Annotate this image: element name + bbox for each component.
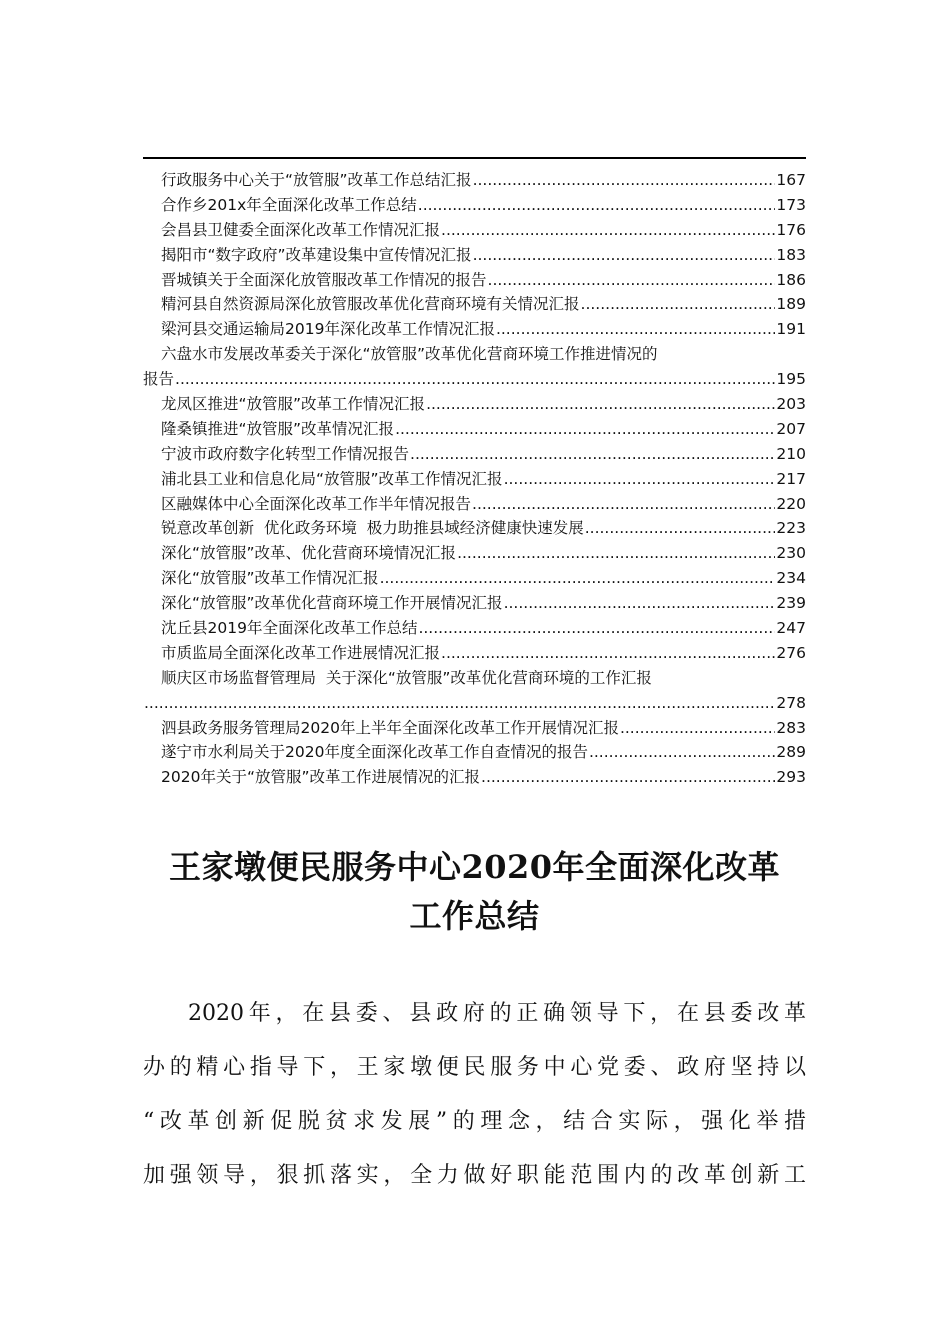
toc-entry-page: 173 (776, 195, 806, 214)
toc-entry-title: 区融媒体中心全面深化改革工作半年情况报告 (161, 494, 472, 513)
toc-entry-title-cont: 报告 (143, 370, 175, 389)
toc-entry-line2[interactable] (143, 691, 806, 716)
body-line: 2020年，在县委、县政府的正确领导下，在县委改革 (188, 1001, 806, 1026)
toc-leader (472, 492, 775, 517)
toc-entry-title: 遂宁市水利局关于2020年度全面深化改革工作自查情况的报告 (161, 743, 588, 762)
toc-entry-page: 191 (776, 320, 806, 339)
toc-entry-title: 合作乡201x年全面深化改革工作总结 (161, 195, 417, 214)
toc-entry-title: 锐意改革创新 优化政务环境 极力助推县域经济健康快速发展 (161, 519, 584, 538)
toc-entry-page: 278 (776, 693, 806, 712)
toc-entry[interactable] (143, 541, 806, 566)
toc-entry-page: 210 (776, 444, 806, 463)
toc-entry-line2[interactable] (143, 367, 806, 392)
body-line: 办的精心指导下，王家墩便民服务中心党委、政府坚持以 (143, 1055, 806, 1080)
toc-entry-page: 217 (776, 469, 806, 488)
document-title-line1: 王家墩便民服务中心2020年全面深化改革 (168, 848, 781, 886)
toc-entry[interactable] (143, 292, 806, 317)
toc-entry-page: 223 (776, 519, 806, 538)
toc-entry[interactable] (143, 392, 806, 417)
toc-entry[interactable] (143, 417, 806, 442)
toc-entry-line1[interactable] (143, 666, 806, 691)
toc-entry[interactable] (143, 516, 806, 541)
toc-leader (473, 243, 776, 268)
toc-leader (620, 716, 775, 741)
toc-entry[interactable] (143, 193, 806, 218)
toc-leader (581, 292, 776, 317)
toc-leader (175, 367, 775, 392)
toc-leader (441, 218, 775, 243)
toc-entry-page: 230 (776, 544, 806, 563)
toc-entry-page: 186 (776, 270, 806, 289)
toc-entry-title: 深化“放管服”改革、优化营商环境情况汇报 (161, 544, 457, 563)
table-of-contents (143, 168, 806, 790)
toc-entry[interactable] (143, 168, 806, 193)
toc-entry-page: 247 (776, 619, 806, 638)
toc-entry[interactable] (143, 740, 806, 765)
toc-leader (589, 740, 775, 765)
toc-leader (473, 168, 776, 193)
toc-entry-title: 浦北县工业和信息化局“放管服”改革工作情况汇报 (161, 469, 503, 488)
body-line: “改革创新促脱贫求发展”的理念，结合实际，强化举措 (143, 1109, 806, 1134)
toc-leader (418, 193, 776, 218)
toc-entry-page: 289 (776, 743, 806, 762)
toc-leader (504, 467, 776, 492)
toc-entry-page: 207 (776, 419, 806, 438)
toc-entry-page: 234 (776, 569, 806, 588)
toc-entry-title: 会昌县卫健委全面深化改革工作情况汇报 (161, 220, 441, 239)
toc-entry[interactable] (143, 566, 806, 591)
toc-entry[interactable] (143, 716, 806, 741)
toc-entry-title: 隆桑镇推进“放管服”改革情况汇报 (161, 419, 395, 438)
toc-leader (504, 591, 776, 616)
toc-entry[interactable] (143, 218, 806, 243)
toc-leader (457, 541, 775, 566)
toc-entry-title: 晋城镇关于全面深化放管服改革工作情况的报告 (161, 270, 487, 289)
toc-entry-page: 189 (776, 295, 806, 314)
toc-entry-title: 深化“放管服”改革工作情况汇报 (161, 569, 379, 588)
toc-entry-title: 宁波市政府数字化转型工作情况报告 (161, 444, 410, 463)
toc-entry[interactable] (143, 243, 806, 268)
toc-entry-page: 220 (776, 494, 806, 513)
toc-entry-title: 六盘水市发展改革委关于深化“放管服”改革优化营商环境工作推进情况的 (161, 345, 658, 364)
toc-entry-page: 183 (776, 245, 806, 264)
toc-leader (496, 317, 775, 342)
toc-leader (380, 566, 776, 591)
document-title-line2: 工作总结 (409, 897, 540, 935)
toc-entry-title: 市质监局全面深化改革工作进展情况汇报 (161, 643, 441, 662)
toc-leader (441, 641, 775, 666)
toc-entry-title: 揭阳市“数字政府”改革建设集中宣传情况汇报 (161, 245, 472, 264)
toc-entry[interactable] (143, 591, 806, 616)
toc-entry-page: 195 (776, 370, 806, 389)
toc-entry-page: 203 (776, 395, 806, 414)
body-paragraph (143, 992, 806, 1208)
toc-leader (488, 268, 776, 293)
toc-entry-title: 2020年关于“放管服”改革工作进展情况的汇报 (161, 768, 481, 787)
toc-entry[interactable] (143, 641, 806, 666)
toc-leader (395, 417, 775, 442)
toc-entry-title: 顺庆区市场监督管理局 关于深化“放管服”改革优化营商环境的工作汇报 (161, 668, 652, 687)
toc-entry[interactable] (143, 268, 806, 293)
toc-entry-line1[interactable] (143, 342, 806, 367)
toc-entry-page: 176 (776, 220, 806, 239)
toc-entry-page: 283 (776, 718, 806, 737)
toc-leader (585, 516, 776, 541)
toc-entry-page: 276 (776, 643, 806, 662)
body-line: 加强领导，狠抓落实，全力做好职能范围内的改革创新工 (143, 1163, 806, 1188)
toc-leader (481, 765, 775, 790)
toc-entry-title: 梁河县交通运输局2019年深化改革工作情况汇报 (161, 320, 495, 339)
toc-entry-title: 行政服务中心关于“放管服”改革工作总结汇报 (161, 171, 472, 189)
toc-entry[interactable] (143, 442, 806, 467)
toc-entry-title: 深化“放管服”改革优化营商环境工作开展情况汇报 (161, 594, 503, 613)
toc-leader (410, 442, 775, 467)
toc-entry-title: 精河县自然资源局深化放管服改革优化营商环境有关情况汇报 (161, 295, 580, 314)
toc-entry[interactable] (143, 492, 806, 517)
toc-entry-page: 239 (776, 594, 806, 613)
toc-entry-title: 龙凤区推进“放管服”改革工作情况汇报 (161, 395, 426, 414)
toc-entry-title: 沈丘县2019年全面深化改革工作总结 (161, 619, 418, 638)
toc-entry[interactable] (143, 317, 806, 342)
toc-entry[interactable] (143, 765, 806, 790)
toc-entry-title: 泗县政务服务管理局2020年上半年全面深化改革工作开展情况汇报 (161, 718, 619, 737)
toc-entry[interactable] (143, 616, 806, 641)
toc-leader (418, 616, 775, 641)
toc-leader (144, 691, 775, 716)
toc-top-rule (143, 157, 806, 159)
toc-entry[interactable] (143, 467, 806, 492)
toc-entry-page: 293 (776, 768, 806, 787)
toc-leader (426, 392, 775, 417)
toc-entry-page: 167 (776, 171, 806, 189)
